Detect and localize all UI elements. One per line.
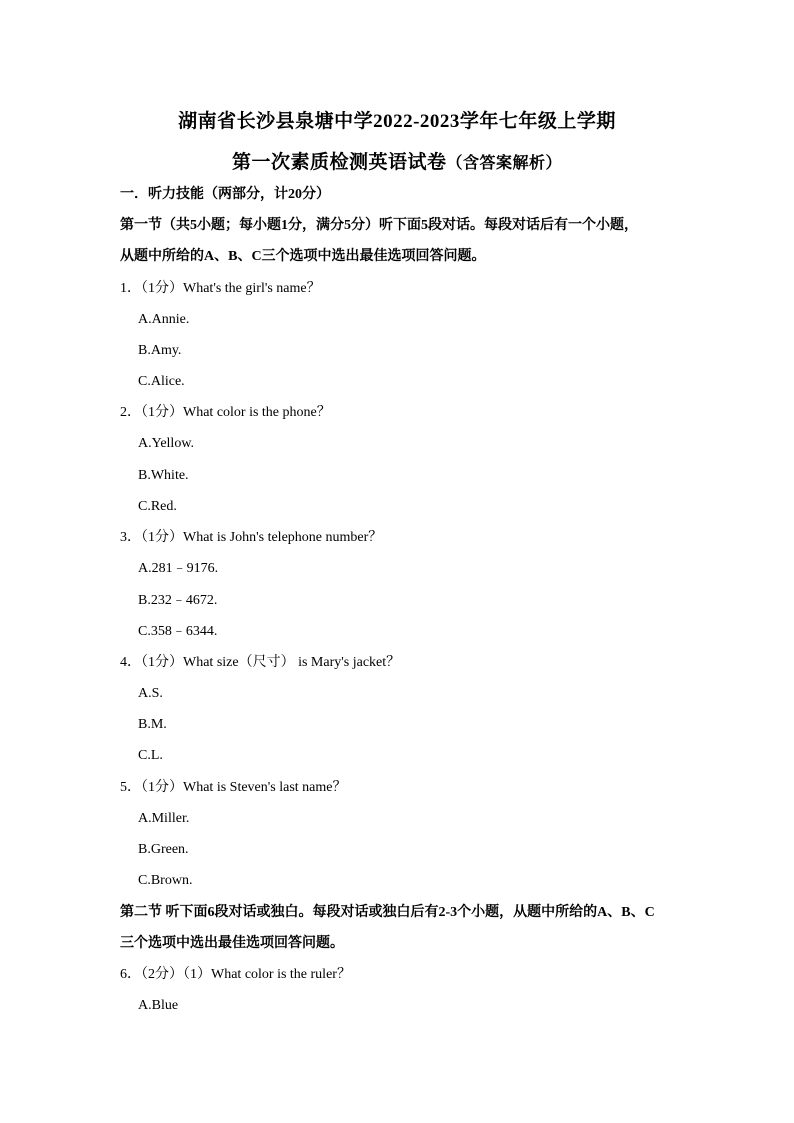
part2-instruction-line2: 三个选项中选出最佳选项回答问题。 — [120, 936, 344, 951]
question-5-option-c: C.Brown. — [138, 873, 193, 888]
question-1-option-c: C.Alice. — [138, 374, 185, 389]
question-4-option-a: A.S. — [138, 686, 163, 701]
question-3-option-c: C.358﹣6344. — [138, 624, 218, 639]
question-6-stem: 6．（2分）（1）What color is the ruler？ — [120, 967, 351, 982]
question-2-option-a: A.Yellow. — [138, 436, 195, 451]
question-5-stem: 5．（1分）What is Steven's last name？ — [120, 780, 347, 795]
subtitle-paren: （含答案解析） — [446, 155, 563, 172]
part2-instruction-line1: 第二节 听下面6段对话或独白。每段对话或独白后有2-3个小题，从题中所给的A、B、C — [120, 905, 655, 920]
question-1-option-a: A.Annie. — [138, 312, 190, 327]
question-3-stem: 3．（1分）What is John's telephone number？ — [120, 530, 383, 545]
question-2-option-c: C.Red. — [138, 499, 177, 514]
question-1-option-b: B.Amy. — [138, 343, 182, 358]
question-2-option-b: B.White. — [138, 468, 189, 483]
question-2-stem: 2．（1分）What color is the phone？ — [120, 405, 331, 420]
question-4-stem: 4．（1分）What size（尺寸） is Mary's jacket？ — [120, 655, 401, 670]
question-3-option-a: A.281﹣9176. — [138, 561, 219, 576]
question-3-option-b: B.232﹣4672. — [138, 593, 218, 608]
question-1-stem: 1．（1分）What's the girl's name？ — [120, 281, 321, 296]
page-subtitle — [0, 147, 794, 174]
part1-instruction-line2: 从题中所给的A、B、C三个选项中选出最佳选项回答问题。 — [120, 249, 486, 264]
question-5-option-a: A.Miller. — [138, 811, 190, 826]
question-6-option-a: A.Blue — [138, 998, 179, 1013]
part1-instruction-line1: 第一节（共5小题；每小题1分，满分5分）听下面5段对话。每段对话后有一个小题， — [120, 218, 638, 233]
question-5-option-b: B.Green. — [138, 842, 189, 857]
section-heading: 一．听力技能（两部分，计20分） — [120, 187, 330, 202]
page-title: 湖南省长沙县泉塘中学2022-2023学年七年级上学期 — [178, 111, 616, 132]
subtitle-main: 第一次素质检测英语试卷 — [231, 152, 447, 173]
question-4-option-c: C.L. — [138, 748, 163, 763]
question-4-option-b: B.M. — [138, 717, 167, 732]
